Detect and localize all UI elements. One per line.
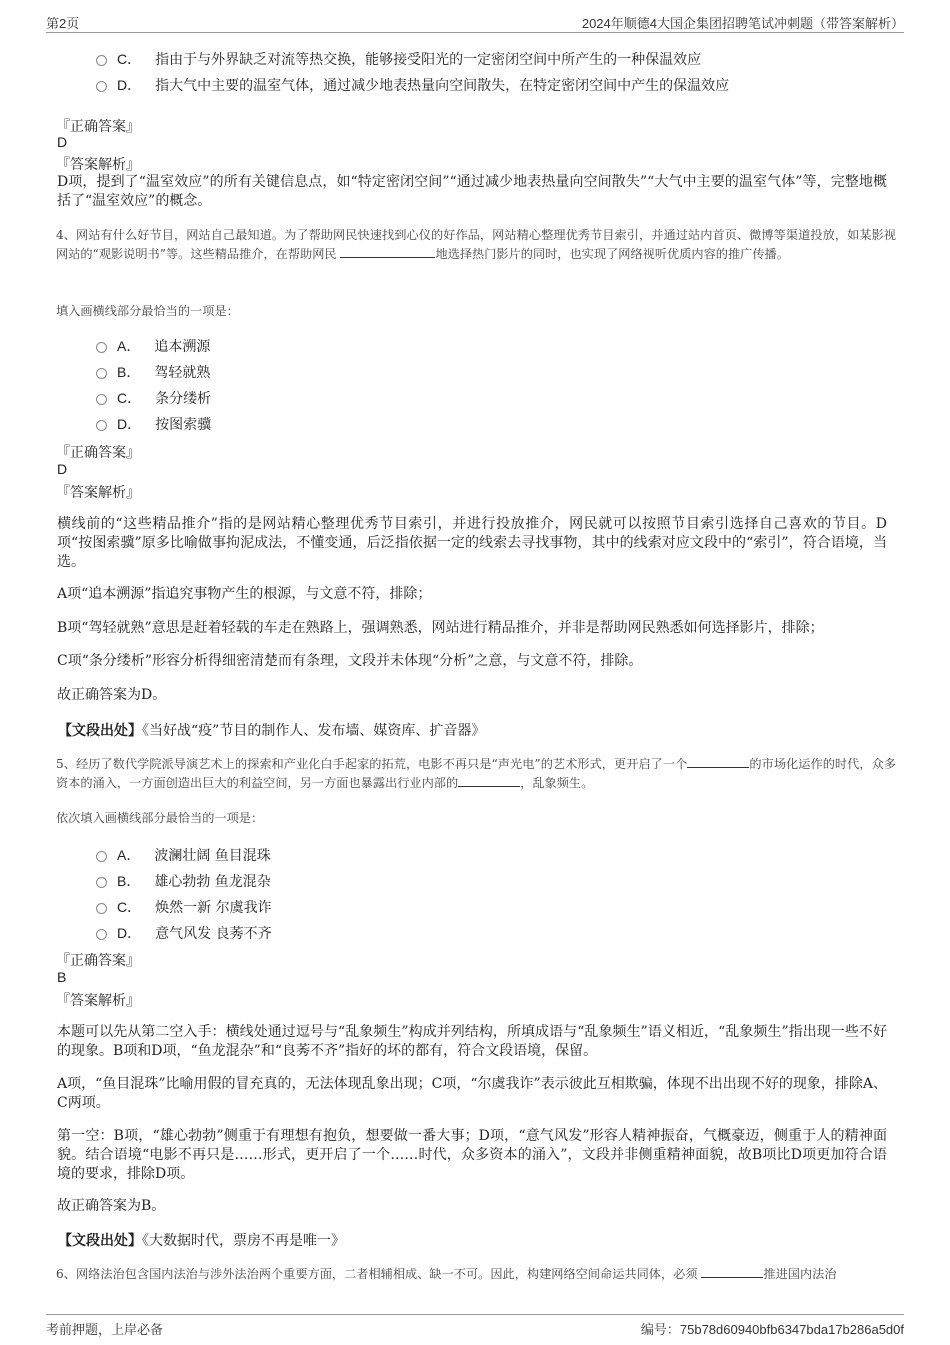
q4-stem: 4、网站有什么好节目，网站自己最知道。为了帮助网民快速找到心仪的好作品，网站精心整理优秀节目索引，并通过站内首页、微博等渠道投放，如某影视网站的“观影说明书”等。这些精品推介，在帮助网民 地选择热门影片的同时，也实现了网络视听优质内容的推广传播。 — [56, 228, 896, 261]
q5-source: 【文段出处】《大数据时代，票房不再是唯一》 — [58, 1233, 345, 1249]
q4-analysis-para-4: C项“条分缕析”形容分析得细密清楚而有条理，文段并未体现“分析”之意，与文意不符，排除。 — [57, 653, 643, 669]
q5-option-a[interactable]: A． 波澜壮阔 鱼目混珠 — [96, 845, 271, 865]
q4-analysis-para-5: 故正确答案为D。 — [57, 687, 167, 703]
footer-code: 编号：75b78d60940bfb6347bda17b286a5d0f — [640, 1322, 904, 1337]
blank-line — [687, 755, 749, 768]
radio-icon[interactable] — [96, 342, 107, 353]
q4-analysis-para-2: A项“追本溯源”指追究事物产生的根源，与文意不符，排除； — [57, 586, 432, 602]
page-number: 第2页 — [46, 16, 80, 31]
q4-instruction: 填入画横线部分最恰当的一项是： — [56, 304, 239, 318]
q4-source: 【文段出处】《当好战“疫”节目的制作人、发布墙、媒资库、扩音器》 — [58, 723, 486, 739]
radio-icon[interactable] — [96, 420, 107, 431]
q3-analysis-label: 『答案解析』 — [56, 157, 140, 173]
q3-analysis: D项，提到了“温室效应”的所有关键信息点，如“特定密闭空间”“通过减少地表热量向空间散失”“大气中主要的温室气体”等，完整地概括了“温室效应”的概念。 — [57, 174, 887, 209]
q4-option-b[interactable]: B． 驾轻就熟 — [96, 362, 210, 382]
q4-answer: D — [57, 461, 68, 477]
q4-option-c[interactable]: C． 条分缕析 — [96, 388, 211, 408]
q3-answer-label: 『正确答案』 — [56, 119, 140, 135]
q5-option-c[interactable]: C． 焕然一新 尔虞我诈 — [96, 897, 272, 917]
q3-option-c[interactable]: C． 指由于与外界缺乏对流等热交换，能够接受阳光的一定密闭空间中所产生的一种保温效应 — [96, 49, 701, 69]
q5-analysis-para-4: 故正确答案为B。 — [57, 1198, 166, 1214]
q5-analysis-label: 『答案解析』 — [56, 993, 140, 1009]
blank-line — [458, 774, 520, 787]
radio-icon[interactable] — [96, 903, 107, 914]
q5-analysis-para-1: 本题可以先从第二空入手：横线处通过逗号与“乱象频生”构成并列结构，所填成语与“乱象频生”语义相近，“乱象频生”指出现一些不好的现象。B项和D项，“鱼龙混杂”和“良莠不齐”指好的坏的都有，符合文段语境，保留。 — [57, 1024, 887, 1059]
q5-answer-label: 『正确答案』 — [56, 953, 140, 969]
q5-analysis-para-3: 第一空：B项，“雄心勃勃”侧重于有理想有抱负，想要做一番大事；D项，“意气风发”形容人精神振奋，气概豪迈，侧重于人的精神面貌。结合语境“电影不再只是……形式，更开启了一个……时代，众多资本的涌入”，文段并非侧重精神面貌，故B项比D项更加符合语境的要求，排除D项。 — [57, 1128, 887, 1182]
q6-stem: 6、网络法治包含国内法治与涉外法治两个重要方面，二者相辅相成、缺一不可。因此，构建网络空间命运共同体，必须 推进国内法治 — [56, 1267, 837, 1281]
blank-line — [340, 245, 435, 258]
radio-icon[interactable] — [96, 81, 107, 92]
radio-icon[interactable] — [96, 368, 107, 379]
radio-icon[interactable] — [96, 394, 107, 405]
q5-instruction: 依次填入画横线部分最恰当的一项是： — [56, 811, 264, 825]
radio-icon[interactable] — [96, 877, 107, 888]
q4-answer-label: 『正确答案』 — [56, 445, 140, 461]
q4-analysis-para-3: B项“驾轻就熟”意思是赶着轻载的车走在熟路上，强调熟悉，网站进行精品推介，并非是帮助网民熟悉如何选择影片，排除； — [57, 620, 824, 636]
q5-answer: B — [57, 969, 67, 985]
q5-option-b[interactable]: B． 雄心勃勃 鱼龙混杂 — [96, 871, 271, 891]
footer-slogan: 考前押题，上岸必备 — [46, 1322, 164, 1337]
q4-option-d[interactable]: D． 按图索骥 — [96, 414, 211, 434]
document-title: 2024年顺德4大国企集团招聘笔试冲刺题（带答案解析） — [581, 16, 904, 31]
q5-option-d[interactable]: D． 意气风发 良莠不齐 — [96, 923, 272, 943]
q4-analysis-para-1: 横线前的“这些精品推介”指的是网站精心整理优秀节目索引，并进行投放推介，网民就可以按照节目索引选择自己喜欢的节目。D项“按图索骥”原多比喻做事拘泥成法，不懂变通，后泛指依据一定的线索去寻找事物，其中的线索对应文段中的“索引”，符合语境，当选。 — [57, 516, 887, 570]
q3-option-d[interactable]: D． 指大气中主要的温室气体，通过减少地表热量向空间散失，在特定密闭空间中产生的保温效应 — [96, 75, 729, 95]
q4-analysis-label: 『答案解析』 — [56, 485, 140, 501]
radio-icon[interactable] — [96, 55, 107, 66]
radio-icon[interactable] — [96, 851, 107, 862]
q3-answer: D — [57, 134, 68, 150]
page-footer — [46, 1314, 904, 1339]
radio-icon[interactable] — [96, 929, 107, 940]
q5-stem: 5、经历了数代学院派导演艺术上的探索和产业化白手起家的拓荒，电影不再只是“声光电”的艺术形式，更开启了一个 的市场化运作的时代，众多资本的涌入，一方面创造出巨大的利益空间，另一方面也暴露出行业内部的 ，乱象频生。 — [56, 757, 897, 790]
q4-option-a[interactable]: A． 追本溯源 — [96, 336, 210, 356]
blank-line — [701, 1265, 763, 1278]
page-header — [46, 10, 904, 33]
q5-analysis-para-2: A项，“鱼目混珠”比喻用假的冒充真的，无法体现乱象出现；C项，“尔虞我诈”表示彼此互相欺骗，体现不出出现不好的现象，排除A、C两项。 — [57, 1076, 887, 1111]
